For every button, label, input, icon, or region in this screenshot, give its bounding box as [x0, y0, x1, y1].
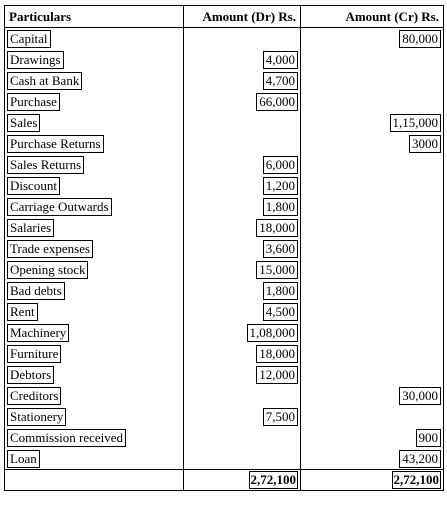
- particular-cell: [5, 427, 183, 448]
- credit-cell: [301, 238, 443, 259]
- particular-label: Loan: [10, 450, 37, 466]
- credit-cell: [301, 364, 443, 385]
- debit-cell: [183, 91, 301, 112]
- table-row: [5, 259, 443, 280]
- header-particulars: Particulars: [5, 6, 183, 28]
- credit-cell: [301, 91, 443, 112]
- credit-cell: [301, 301, 443, 322]
- debit-cell: [183, 70, 301, 91]
- credit-cell: [301, 385, 443, 406]
- debit-amount: 4,500: [265, 303, 295, 319]
- table-row: [5, 196, 443, 217]
- table-row: [5, 217, 443, 238]
- particular-label: Cash at Bank: [10, 72, 80, 88]
- table-row: [5, 322, 443, 343]
- credit-amount: 3000: [412, 135, 438, 151]
- particular-label: Stationery: [10, 408, 64, 424]
- debit-amount: 3,600: [265, 240, 295, 256]
- particular-cell: [5, 406, 183, 427]
- table-body: [5, 28, 443, 469]
- particular-label: Sales: [10, 114, 38, 130]
- particular-label: Salaries: [10, 219, 52, 235]
- debit-cell: [183, 133, 301, 154]
- credit-cell: [301, 322, 443, 343]
- particular-label: Capital: [10, 30, 48, 46]
- debit-cell: [183, 448, 301, 469]
- table-row: [5, 385, 443, 406]
- table-row: [5, 280, 443, 301]
- header-debit: Amount (Dr) Rs.: [183, 6, 301, 28]
- particular-label: Carriage Outwards: [10, 198, 109, 214]
- particular-label: Rent: [10, 303, 35, 319]
- total-debit-cell: [183, 469, 301, 490]
- particular-cell: [5, 175, 183, 196]
- particular-label: Sales Returns: [10, 156, 82, 172]
- particular-cell: [5, 385, 183, 406]
- credit-cell: [301, 427, 443, 448]
- credit-cell: [301, 175, 443, 196]
- particular-cell: [5, 343, 183, 364]
- total-row: [5, 469, 443, 490]
- debit-amount: 4,000: [265, 51, 295, 67]
- credit-cell: [301, 196, 443, 217]
- debit-cell: [183, 112, 301, 133]
- debit-amount: 1,800: [265, 198, 295, 214]
- particular-label: Bad debts: [10, 282, 62, 298]
- particular-cell: [5, 364, 183, 385]
- debit-cell: [183, 385, 301, 406]
- table-row: [5, 133, 443, 154]
- debit-cell: [183, 343, 301, 364]
- table-row: [5, 154, 443, 175]
- credit-amount: 900: [418, 429, 438, 445]
- particular-label: Furniture: [10, 345, 59, 361]
- particular-label: Machinery: [10, 324, 67, 340]
- particular-cell: [5, 280, 183, 301]
- debit-amount: 4,700: [265, 72, 295, 88]
- debit-cell: [183, 301, 301, 322]
- trial-balance-table: [4, 5, 444, 491]
- particular-label: Drawings: [10, 51, 61, 67]
- debit-cell: [183, 238, 301, 259]
- particular-label: Creditors: [10, 387, 59, 403]
- table-row: [5, 112, 443, 133]
- particular-cell: [5, 133, 183, 154]
- debit-amount: 15,000: [259, 261, 295, 277]
- debit-cell: [183, 196, 301, 217]
- header-credit: Amount (Cr) Rs.: [301, 6, 443, 28]
- debit-cell: [183, 259, 301, 280]
- debit-cell: [183, 175, 301, 196]
- particular-label: Purchase Returns: [10, 135, 101, 151]
- credit-cell: [301, 28, 443, 49]
- table-row: [5, 448, 443, 469]
- debit-cell: [183, 49, 301, 70]
- particular-cell: [5, 238, 183, 259]
- particular-cell: [5, 301, 183, 322]
- table-row: [5, 175, 443, 196]
- table-row: [5, 301, 443, 322]
- table-row: [5, 238, 443, 259]
- credit-cell: [301, 280, 443, 301]
- particular-cell: [5, 322, 183, 343]
- debit-cell: [183, 217, 301, 238]
- table-row: [5, 364, 443, 385]
- debit-cell: [183, 406, 301, 427]
- particular-cell: [5, 70, 183, 91]
- particular-cell: [5, 217, 183, 238]
- credit-cell: [301, 217, 443, 238]
- particular-cell: [5, 196, 183, 217]
- credit-cell: [301, 343, 443, 364]
- debit-cell: [183, 322, 301, 343]
- particular-label: Opening stock: [10, 261, 86, 277]
- credit-cell: [301, 406, 443, 427]
- particular-cell: [5, 448, 183, 469]
- table-row: [5, 406, 443, 427]
- credit-cell: [301, 133, 443, 154]
- total-label-cell: [5, 469, 183, 490]
- debit-amount: 1,200: [265, 177, 295, 193]
- debit-cell: [183, 154, 301, 175]
- credit-cell: [301, 154, 443, 175]
- credit-amount: 43,200: [402, 450, 438, 466]
- credit-cell: [301, 259, 443, 280]
- credit-cell: [301, 448, 443, 469]
- table-row: [5, 427, 443, 448]
- debit-cell: [183, 427, 301, 448]
- debit-amount: 12,000: [259, 366, 295, 382]
- credit-amount: 30,000: [402, 387, 438, 403]
- credit-cell: [301, 112, 443, 133]
- debit-amount: 18,000: [259, 219, 295, 235]
- credit-amount: 1,15,000: [392, 114, 438, 130]
- particular-cell: [5, 91, 183, 112]
- header-row: [5, 6, 443, 28]
- debit-amount: 6,000: [265, 156, 295, 172]
- credit-cell: [301, 49, 443, 70]
- particular-cell: [5, 28, 183, 49]
- particular-label: Commission received: [10, 429, 124, 445]
- table-row: [5, 343, 443, 364]
- total-credit-cell: [301, 469, 443, 490]
- particular-label: Debtors: [10, 366, 52, 382]
- table-row: [5, 91, 443, 112]
- particular-label: Discount: [10, 177, 57, 193]
- total-debit: 2,72,100: [250, 472, 296, 487]
- debit-amount: 1,800: [265, 282, 295, 298]
- particular-cell: [5, 154, 183, 175]
- table-row: [5, 49, 443, 70]
- particular-label: Purchase: [10, 93, 57, 109]
- debit-cell: [183, 28, 301, 49]
- particular-cell: [5, 259, 183, 280]
- debit-amount: 7,500: [265, 408, 295, 424]
- table-row: [5, 28, 443, 49]
- credit-cell: [301, 70, 443, 91]
- debit-amount: 1,08,000: [249, 324, 295, 340]
- debit-cell: [183, 280, 301, 301]
- credit-amount: 80,000: [402, 30, 438, 46]
- particular-cell: [5, 112, 183, 133]
- debit-amount: 18,000: [259, 345, 295, 361]
- debit-amount: 66,000: [259, 93, 295, 109]
- total-credit: 2,72,100: [393, 472, 439, 487]
- debit-cell: [183, 364, 301, 385]
- particular-cell: [5, 49, 183, 70]
- table-row: [5, 70, 443, 91]
- particular-label: Trade expenses: [10, 240, 91, 256]
